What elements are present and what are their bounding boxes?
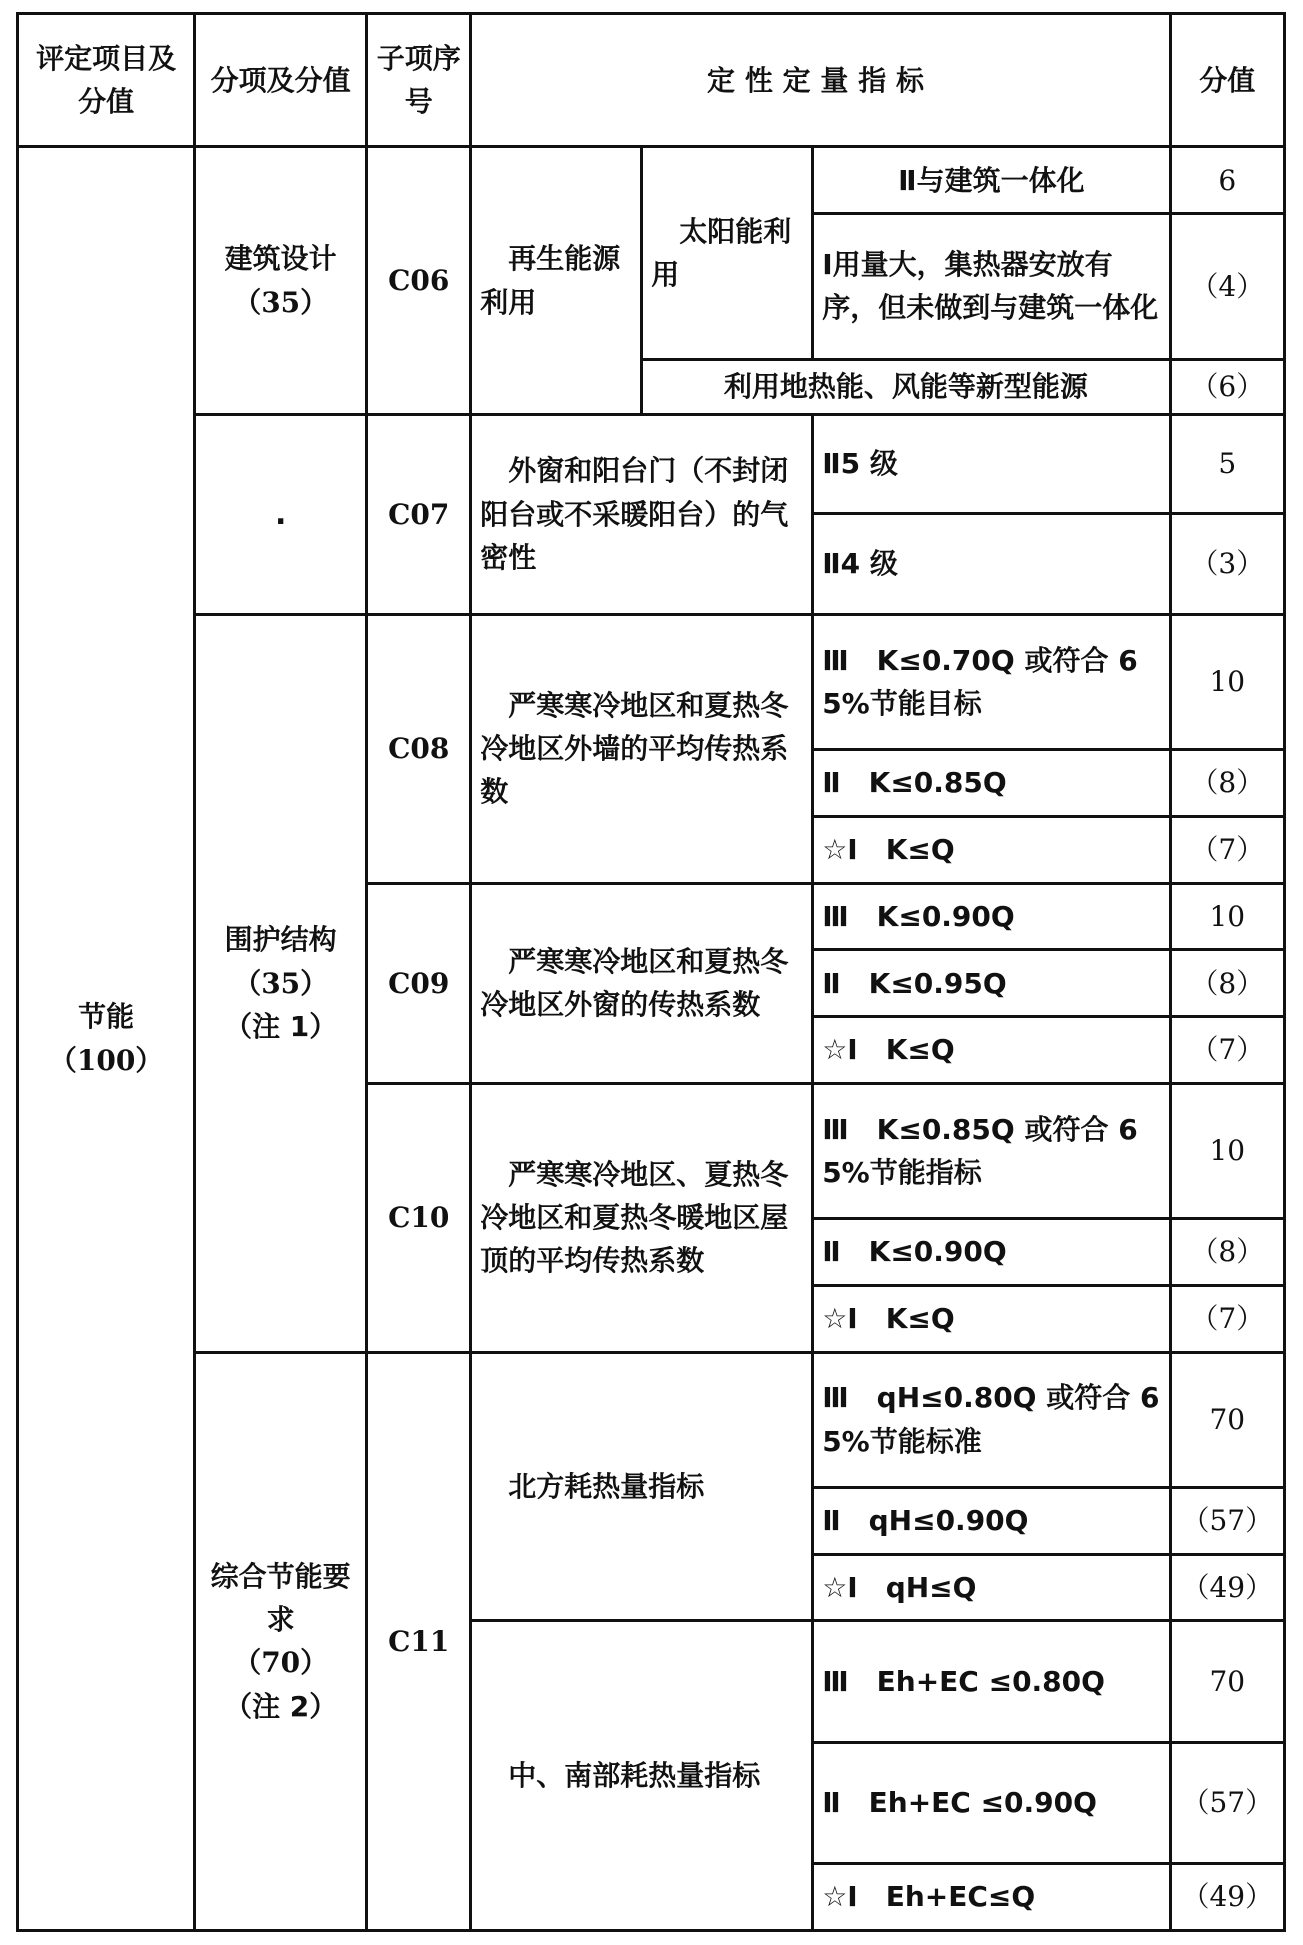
indicator-c09-3: ☆Ⅰ K≤Q (813, 1017, 1170, 1084)
indicator-c11-north-1: Ⅲ qH≤0.80Q 或符合 65%节能标准 (813, 1352, 1170, 1487)
score-c09-2: （8） (1170, 950, 1284, 1017)
indicator-c07-1: Ⅱ5 级 (813, 414, 1170, 513)
stray-mark: . (274, 496, 287, 532)
score-c06-1: 6 (1170, 147, 1284, 214)
code-c10: C10 (367, 1083, 471, 1352)
score-c11-south-1: 70 (1170, 1621, 1284, 1742)
desc-c11-south: 中、南部耗热量指标 (471, 1621, 813, 1931)
project-cell (18, 147, 195, 1931)
code-c09: C09 (367, 883, 471, 1083)
header-row (18, 14, 1285, 147)
table-row (18, 1352, 1285, 1487)
score-c08-2: （8） (1170, 750, 1284, 817)
code-c07: C07 (367, 414, 471, 614)
indicator-c06-3: 利用地热能、风能等新型能源 (642, 359, 1170, 414)
envelope-dot-cell (195, 414, 367, 614)
table-row (18, 147, 1285, 214)
table-row (18, 414, 1285, 513)
score-c11-south-3: （49） (1170, 1864, 1284, 1931)
indicator-c06-1: Ⅱ与建筑一体化 (813, 147, 1170, 214)
code-c06: C06 (367, 147, 471, 414)
desc-c11-north: 北方耗热量指标 (471, 1352, 813, 1621)
score-c10-2: （8） (1170, 1219, 1284, 1286)
indicator-c08-1: Ⅲ K≤0.70Q 或符合 65%节能目标 (813, 614, 1170, 749)
score-c09-3: （7） (1170, 1017, 1284, 1084)
indicator-c06-2: Ⅰ用量大，集热器安放有序，但未做到与建筑一体化 (813, 214, 1170, 360)
section-envelope-name: 围护结构 (224, 923, 337, 957)
indicator-c11-south-1: Ⅲ Eh+EC ≤0.80Q (813, 1621, 1170, 1742)
indicator-c11-south-3: ☆Ⅰ Eh+EC≤Q (813, 1864, 1170, 1931)
section-envelope (195, 614, 367, 1352)
header-sub-no: 子项序号 (367, 14, 471, 147)
section-design-score: （35） (233, 285, 329, 319)
indicator-c08-2: Ⅱ K≤0.85Q (813, 750, 1170, 817)
section-overall (195, 1352, 367, 1930)
section-envelope-note: （注 1） (224, 1009, 338, 1043)
code-c11: C11 (367, 1352, 471, 1930)
section-design (195, 147, 367, 414)
score-c11-north-2: （57） (1170, 1488, 1284, 1555)
score-c08-1: 10 (1170, 614, 1284, 749)
section-overall-note: （注 2） (224, 1689, 338, 1723)
code-c08: C08 (367, 614, 471, 883)
header-indicator: 定性定量指标 (471, 14, 1170, 147)
score-c10-3: （7） (1170, 1285, 1284, 1352)
indicator-c11-south-2: Ⅱ Eh+EC ≤0.90Q (813, 1742, 1170, 1863)
desc-c08: 严寒寒冷地区和夏热冬冷地区外墙的平均传热系数 (471, 614, 813, 883)
desc-c06: 再生能源利用 (471, 147, 642, 414)
table-row (18, 614, 1285, 749)
indicator-c11-north-2: Ⅱ qH≤0.90Q (813, 1488, 1170, 1555)
score-c09-1: 10 (1170, 883, 1284, 950)
indicator-c11-north-3: ☆Ⅰ qH≤Q (813, 1554, 1170, 1621)
header-score: 分值 (1170, 14, 1284, 147)
desc-c07: 外窗和阳台门（不封闭阳台或不采暖阳台）的气密性 (471, 414, 813, 614)
desc-c10: 严寒寒冷地区、夏热冬冷地区和夏热冬暖地区屋顶的平均传热系数 (471, 1083, 813, 1352)
indicator-c10-2: Ⅱ K≤0.90Q (813, 1219, 1170, 1286)
score-c11-north-3: （49） (1170, 1554, 1284, 1621)
score-c10-1: 10 (1170, 1083, 1284, 1218)
indicator-c09-1: Ⅲ K≤0.90Q (813, 883, 1170, 950)
section-overall-score: （70） (233, 1646, 329, 1680)
indicator-c10-3: ☆Ⅰ K≤Q (813, 1285, 1170, 1352)
indicator-c10-1: Ⅲ K≤0.85Q 或符合 65%节能指标 (813, 1083, 1170, 1218)
indicator-c09-2: Ⅱ K≤0.95Q (813, 950, 1170, 1017)
score-c11-south-2: （57） (1170, 1742, 1284, 1863)
indicator-c08-3: ☆Ⅰ K≤Q (813, 816, 1170, 883)
score-c06-3: （6） (1170, 359, 1284, 414)
section-envelope-score: （35） (233, 966, 329, 1000)
score-c06-2: （4） (1170, 214, 1284, 360)
score-c11-north-1: 70 (1170, 1352, 1284, 1487)
header-item: 分项及分值 (195, 14, 367, 147)
subdesc-c06: 太阳能利用 (642, 147, 813, 359)
section-overall-name: 综合节能要求 (210, 1559, 351, 1636)
evaluation-table (16, 12, 1286, 1932)
section-design-name: 建筑设计 (224, 242, 337, 276)
project-name: 节能 (78, 1000, 135, 1034)
desc-c09: 严寒寒冷地区和夏热冬冷地区外窗的传热系数 (471, 883, 813, 1083)
score-c07-1: 5 (1170, 414, 1284, 513)
score-c07-2: （3） (1170, 513, 1284, 614)
project-score: （100） (48, 1043, 164, 1077)
indicator-c07-2: Ⅱ4 级 (813, 513, 1170, 614)
header-project: 评定项目及分值 (18, 14, 195, 147)
score-c08-3: （7） (1170, 816, 1284, 883)
